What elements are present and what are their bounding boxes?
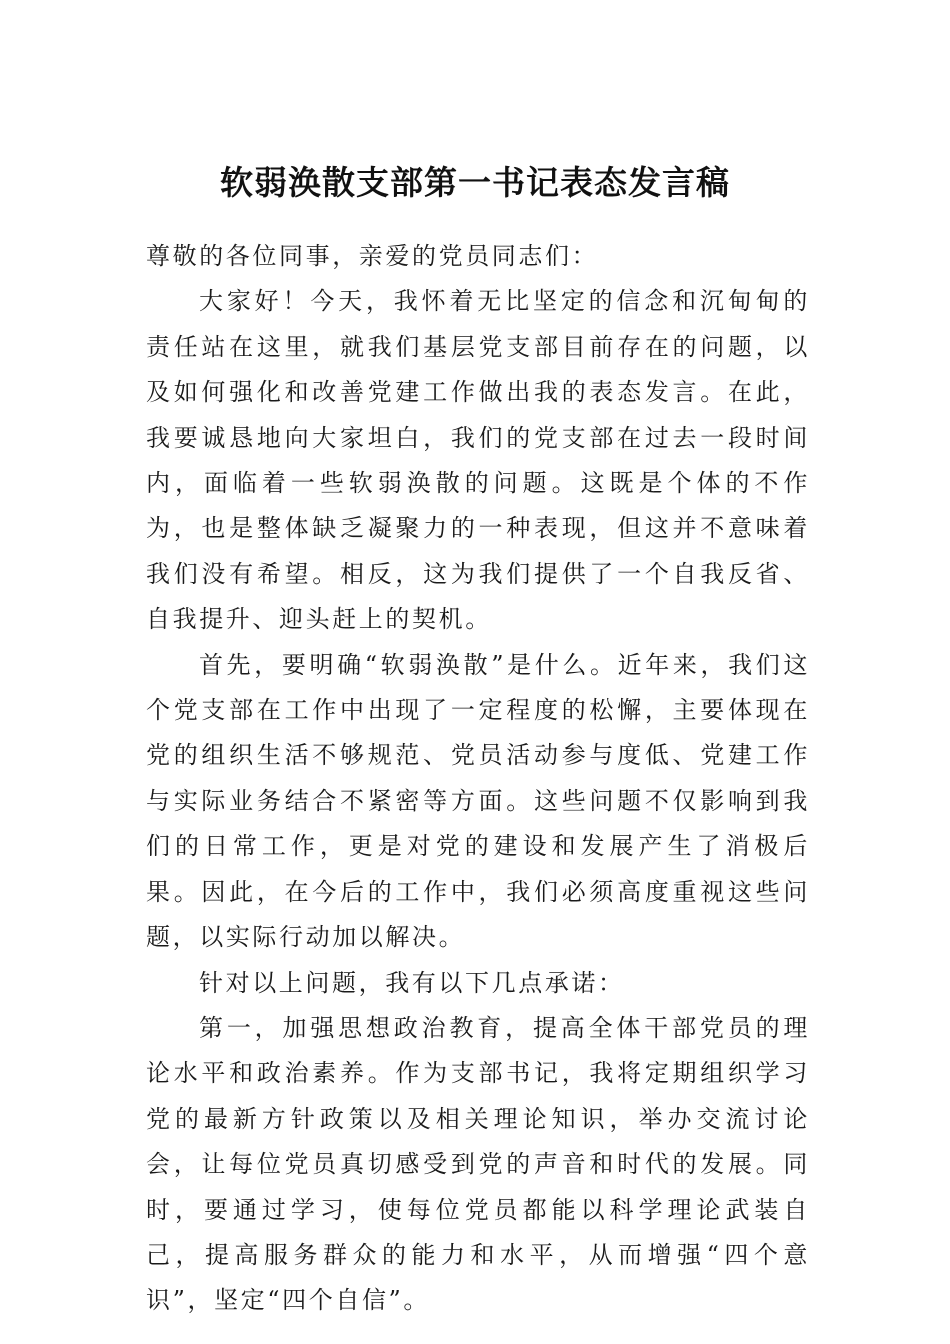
document-body (146, 234, 810, 1324)
paragraph-commitments-intro: 针对以上问题，我有以下几点承诺： (199, 968, 625, 997)
paragraph-definition: 首先，要明确“软弱涣散”是什么。近年来，我们这个党支部在工作中出现了一定程度的松懈，主要体现在党的组织生活不够规范、党员活动参与度低、党建工作与实际业务结合不紧密等方面。这些问题不仅影响到我们的日常工作，更是对党的建设和发展产生了消极后果。因此，在今后的工作中，我们必须高度重视这些问题，以实际行动加以解决。 (146, 650, 810, 952)
paragraph-opening: 大家好！今天，我怀着无比坚定的信念和沉甸甸的责任站在这里，就我们基层党支部目前存在的问题，以及如何强化和改善党建工作做出我的表态发言。在此，我要诚恳地向大家坦白，我们的党支部在过去一段时间内，面临着一些软弱涣散的问题。这既是个体的不作为，也是整体缺乏凝聚力的一种表现，但这并不意味着我们没有希望。相反，这为我们提供了一个自我反省、自我提升、迎头赶上的契机。 (146, 287, 810, 634)
document-title: 软弱涣散支部第一书记表态发言稿 (220, 163, 730, 202)
paragraph-commitment-first: 第一，加强思想政治教育，提高全体干部党员的理论水平和政治素养。作为支部书记，我将定期组织学习党的最新方针政策以及相关理论知识，举办交流讨论会，让每位党员真切感受到党的声音和时代的发展。同时，要通过学习，使每位党员都能以科学理论武装自己，提高服务群众的能力和水平，从而增强“四个意识”，坚定“四个自信”。 (146, 1013, 810, 1315)
salutation: 尊敬的各位同事，亲爱的党员同志们： (146, 242, 599, 270)
